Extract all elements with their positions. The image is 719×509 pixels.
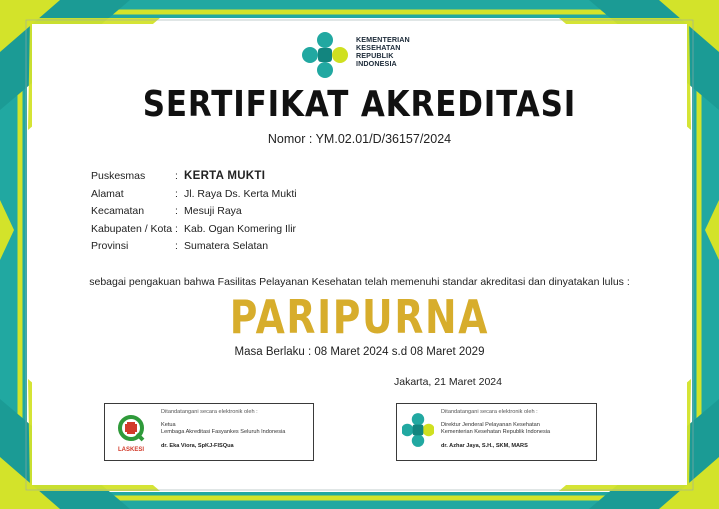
certificate-title: SERTIFIKAT AKREDITASI (142, 84, 577, 125)
colon: : (175, 205, 178, 217)
facility-value: Sumatera Selatan (184, 240, 269, 252)
ministry-logo-line-3: REPUBLIK (356, 51, 394, 60)
place-date: Jakarta, 21 Maret 2024 (394, 376, 502, 388)
facility-label: Kecamatan (91, 205, 145, 217)
facility-label: Provinsi (91, 240, 129, 252)
signature-header: Ditandatangani secara elektronik oleh : (441, 409, 538, 415)
signature-name: dr. Eka Viora, SpKJ-FISQua (161, 443, 234, 449)
ministry-logo-line-1: KEMENTERIAN (356, 35, 410, 44)
facility-value: Jl. Raya Ds. Kerta Mukti (184, 187, 297, 200)
laskesi-logo-icon (113, 412, 149, 454)
ministry-logo-line-2: KESEHATAN (356, 43, 401, 52)
facility-value: KERTA MUKTI (184, 170, 266, 182)
signature-role-line-2: Lembaga Akreditasi Fasyankes Seluruh Indonesia (161, 429, 286, 435)
ministry-logo-line-4: INDONESIA (356, 59, 397, 68)
laskesi-logo-text: LASKESI (117, 447, 145, 453)
ministry-cross-small-icon (402, 410, 434, 450)
validity-period: Masa Berlaku : 08 Maret 2024 s.d 08 Maret 2029 (234, 346, 485, 358)
colon: : (175, 187, 178, 200)
colon: : (175, 222, 178, 235)
signature-box-right (396, 403, 597, 461)
signature-role-line-1: Ketua (161, 422, 176, 428)
signature-box-left (104, 403, 314, 461)
facility-value: Mesuji Raya (184, 205, 242, 217)
ministry-logo (300, 30, 420, 82)
signature-name: dr. Azhar Jaya, S.H., SKM, MARS (441, 443, 528, 449)
signature-role-line-2: Kementerian Kesehatan Republik Indonesia (441, 429, 551, 435)
colon: : (175, 170, 178, 182)
accreditation-result: PARIPURNA (229, 290, 490, 344)
recognition-text: sebagai pengakuan bahwa Fasilitas Pelayanan Kesehatan telah memenuhi standar akreditasi dan dinyatakan lulus : (89, 276, 630, 288)
facility-label: Alamat (91, 187, 124, 200)
facility-label: Puskesmas (91, 170, 146, 182)
certificate-number: Nomor : YM.02.01/D/36157/2024 (267, 132, 452, 146)
facility-label: Kabupaten / Kota (91, 222, 173, 235)
facility-value: Kab. Ogan Komering Ilir (184, 222, 297, 235)
signature-header: Ditandatangani secara elektronik oleh : (161, 409, 258, 415)
colon: : (175, 240, 178, 252)
ministry-cross-icon (300, 30, 350, 80)
signature-role-line-1: Direktur Jenderal Pelayanan Kesehatan (441, 422, 540, 428)
